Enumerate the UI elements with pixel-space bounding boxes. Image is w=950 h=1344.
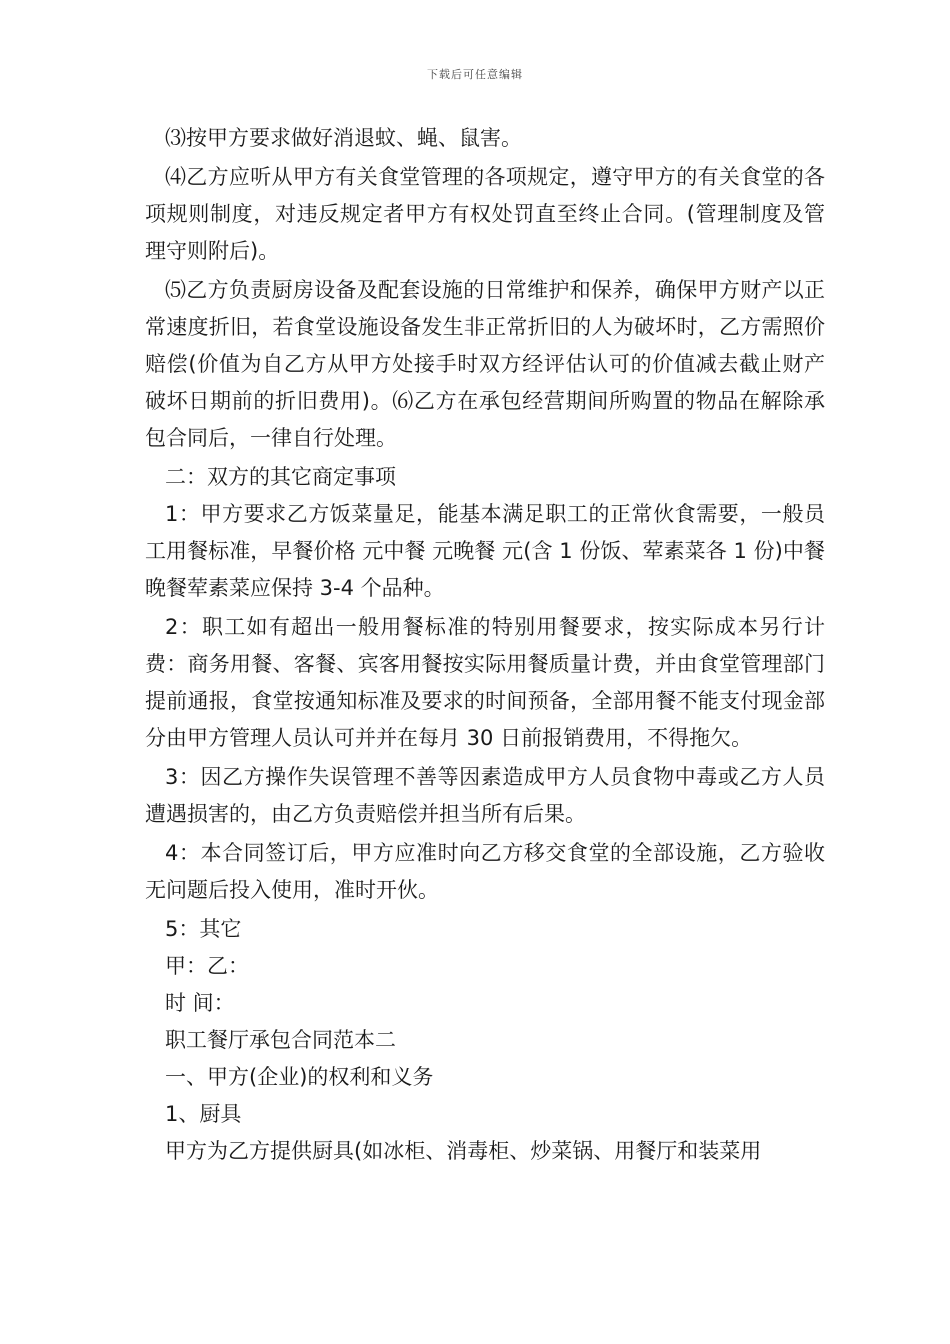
item-3-liability: 3：因乙方操作失误管理不善等因素造成甲方人员食物中毒或乙方人员遭遇损害的，由乙方负责赔偿并担当所有后果。 [145, 765, 825, 826]
item-5-other: 5：其它 [165, 917, 242, 941]
item-1-meal-standard: 1：甲方要求乙方饭菜量足，能基本满足职工的正常伙食需要，一般员工用餐标准，早餐价格 元中餐 元晚餐 元(含 1 份饭、荤素菜各 1 份)中餐晚餐荤素菜应保持 3-4 个品种。 [145, 502, 825, 600]
signature-parties: 甲：乙： [165, 954, 249, 978]
paragraph-3-pest-control: ⑶按甲方要求做好消退蚊、蝇、鼠害。 [165, 126, 522, 150]
paragraph-4-canteen-rules: ⑷乙方应听从甲方有关食堂管理的各项规定，遵守甲方的有关食堂的各项规则制度，对违反规定者甲方有权处罚直至终止合同。(管理制度及管理守则附后)。 [145, 165, 825, 263]
page-header: 下载后可任意编辑 [427, 68, 523, 81]
signature-date: 时 间： [165, 991, 235, 1015]
subsection-heading-kitchenware: 1、厨具 [165, 1102, 242, 1126]
section-heading-party-a-rights: 一、甲方(企业)的权利和义务 [165, 1065, 434, 1089]
contract-title-template-two: 职工餐厅承包合同范本二 [165, 1028, 396, 1052]
section-heading-other-matters: 二：双方的其它商定事项 [165, 465, 396, 489]
document-body [145, 120, 825, 1170]
item-4-handover: 4：本合同签订后，甲方应准时向乙方移交食堂的全部设施，乙方验收无问题后投入使用，准时开伙。 [145, 841, 825, 902]
paragraph-5-equipment-maintenance: ⑸乙方负责厨房设备及配套设施的日常维护和保养，确保甲方财产以正常速度折旧，若食堂设施设备发生非正常折旧的人为破坏时，乙方需照价赔偿(价值为自乙方从甲方处接手时双方经评估认可的价值减去截止财产破坏日期前的折旧费用)。⑹乙方在承包经营期间所购置的物品在解除承包合同后，一律自行处理。 [145, 278, 825, 450]
item-2-special-meals: 2：职工如有超出一般用餐标准的特别用餐要求，按实际成本另行计费：商务用餐、客餐、宾客用餐按实际用餐质量计费，并由食堂管理部门提前通报，食堂按通知标准及要求的时间预备，全部用餐不能支付现金部分由甲方管理人员认可并并在每月 30 日前报销费用，不得拖欠。 [145, 615, 825, 750]
paragraph-kitchenware-provision: 甲方为乙方提供厨具(如冰柜、消毒柜、炒菜锅、用餐厅和装菜用 [165, 1139, 762, 1163]
